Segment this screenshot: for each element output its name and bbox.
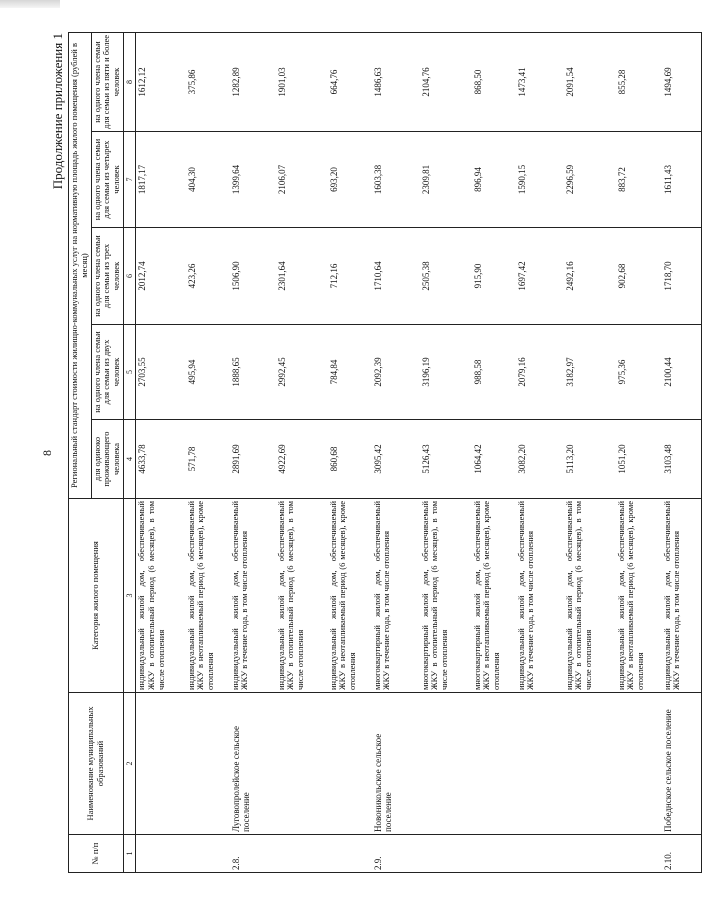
cost-value: 571,78 — [186, 420, 230, 499]
scan-artifact — [0, 0, 60, 8]
colnum: 7 — [123, 132, 135, 228]
cost-value: 896,94 — [472, 132, 516, 228]
cost-value: 664,76 — [328, 32, 372, 131]
header-c8: на одного члена семьи для семьи из пяти и более человек — [91, 32, 123, 131]
colnum: 6 — [123, 228, 135, 325]
cost-value: 1612,12 — [136, 32, 186, 131]
cost-value: 1697,42 — [516, 228, 564, 325]
housing-category: индивидуальный жилой дом, обеспечиваемый ЖКУ в отопительный период (6 месяцев), в том числе отопления — [276, 499, 328, 693]
row-number: 2.8. — [230, 835, 276, 873]
municipality-name — [136, 693, 186, 835]
table-body — [136, 32, 702, 872]
municipality-name — [420, 693, 472, 835]
row-number: 2.9. — [372, 835, 420, 873]
cost-value: 2309,81 — [420, 132, 472, 228]
table-row — [372, 32, 420, 872]
housing-category: индивидуальный жилой дом, обеспечиваемый ЖКУ в течение года, в том числе отопления — [516, 499, 564, 693]
housing-category: многоквартирный жилой дом, обеспечиваемый ЖКУ в течение года, в том числе отопления — [372, 499, 420, 693]
column-number-row — [123, 32, 135, 872]
housing-cost-table — [68, 32, 702, 873]
cost-value: 2301,64 — [276, 228, 328, 325]
cost-value: 3095,42 — [372, 420, 420, 499]
table-row — [186, 32, 230, 872]
cost-value: 868,50 — [472, 32, 516, 131]
municipality-name — [564, 693, 616, 835]
cost-value: 2891,69 — [230, 420, 276, 499]
cost-value: 2079,16 — [516, 325, 564, 420]
header-mo: Наименование муниципальных образований — [69, 693, 124, 835]
cost-value: 988,58 — [472, 325, 516, 420]
cost-value: 1718,70 — [662, 228, 702, 325]
row-number — [136, 835, 186, 873]
cost-value: 1611,43 — [662, 132, 702, 228]
appendix-title: Продолжение приложения 1 — [50, 33, 65, 190]
municipality-name: Луговопролейское сельское поселение — [230, 693, 276, 835]
table-row — [420, 32, 472, 872]
table-row — [616, 32, 662, 872]
row-number — [564, 835, 616, 873]
housing-category: индивидуальный жилой дом, обеспечиваемый ЖКУ в неотапливаемый период (6 месяцев), кроме отопления — [328, 499, 372, 693]
cost-value: 1710,64 — [372, 228, 420, 325]
housing-category: индивидуальный жилой дом, обеспечиваемый ЖКУ в неотапливаемый период (6 месяцев), кроме отопления — [186, 499, 230, 693]
cost-value: 2104,76 — [420, 32, 472, 131]
table-row — [662, 32, 702, 872]
housing-category: многоквартирный жилой дом, обеспечиваемый ЖКУ в неотапливаемый период (6 месяцев), кроме отопления — [472, 499, 516, 693]
row-number — [276, 835, 328, 873]
cost-value: 784,84 — [328, 325, 372, 420]
cost-value: 2703,55 — [136, 325, 186, 420]
cost-value: 1901,03 — [276, 32, 328, 131]
municipality-name: Новоникольское сельское поселение — [372, 693, 420, 835]
header-c7: на одного члена семьи для семьи из четырех человек — [91, 132, 123, 228]
row-number — [516, 835, 564, 873]
table-row — [328, 32, 372, 872]
cost-value: 2092,39 — [372, 325, 420, 420]
cost-value: 860,68 — [328, 420, 372, 499]
colnum: 8 — [123, 32, 135, 131]
header-standard: Региональный стандарт стоимости жилищно-коммунальных услуг на нормативную площадь жилого помещения (рублей в месяц) — [69, 32, 92, 498]
header-c5: на одного члена семьи для семьи из двух человек — [91, 325, 123, 420]
cost-value: 423,26 — [186, 228, 230, 325]
header-c6: на одного члена семьи для семьи из трех человек — [91, 228, 123, 325]
municipality-name — [472, 693, 516, 835]
rotated-content — [40, 33, 682, 873]
cost-value: 855,28 — [616, 32, 662, 131]
municipality-name — [328, 693, 372, 835]
cost-value: 883,72 — [616, 132, 662, 228]
colnum: 2 — [123, 693, 135, 835]
cost-value: 2505,38 — [420, 228, 472, 325]
colnum: 4 — [123, 420, 135, 499]
municipality-name — [276, 693, 328, 835]
housing-category: индивидуальный жилой дом, обеспечиваемый ЖКУ в отопительный период (6 месяцев), в том числе отопления — [564, 499, 616, 693]
cost-value: 975,36 — [616, 325, 662, 420]
cost-value: 2992,45 — [276, 325, 328, 420]
cost-value: 1888,65 — [230, 325, 276, 420]
housing-category: индивидуальный жилой дом, обеспечиваемый ЖКУ в течение года, в том числе отопления — [662, 499, 702, 693]
municipality-name: Победнское сельское поселение — [662, 693, 702, 835]
cost-value: 693,20 — [328, 132, 372, 228]
colnum: 5 — [123, 325, 135, 420]
cost-value: 2100,44 — [662, 325, 702, 420]
cost-value: 1603,38 — [372, 132, 420, 228]
cost-value: 375,86 — [186, 32, 230, 131]
cost-value: 1473,41 — [516, 32, 564, 131]
municipality-name — [186, 693, 230, 835]
cost-value: 902,68 — [616, 228, 662, 325]
row-number — [186, 835, 230, 873]
row-number — [616, 835, 662, 873]
table-row — [276, 32, 328, 872]
cost-value: 3196,19 — [420, 325, 472, 420]
table-row — [136, 32, 186, 872]
colnum: 1 — [123, 835, 135, 873]
cost-value: 1817,17 — [136, 132, 186, 228]
cost-value: 5113,20 — [564, 420, 616, 499]
table-row — [564, 32, 616, 872]
cost-value: 3082,20 — [516, 420, 564, 499]
cost-value: 2106,07 — [276, 132, 328, 228]
table-row — [230, 32, 276, 872]
cost-value: 1590,15 — [516, 132, 564, 228]
cost-value: 1506,90 — [230, 228, 276, 325]
municipality-name — [516, 693, 564, 835]
cost-value: 1282,89 — [230, 32, 276, 131]
table-row — [472, 32, 516, 872]
row-number — [472, 835, 516, 873]
cost-value: 1494,69 — [662, 32, 702, 131]
housing-category: индивидуальный жилой дом, обеспечиваемый ЖКУ в течение года, в том числе отопления — [230, 499, 276, 693]
table-row — [516, 32, 564, 872]
cost-value: 4922,69 — [276, 420, 328, 499]
cost-value: 1486,63 — [372, 32, 420, 131]
cost-value: 1399,64 — [230, 132, 276, 228]
cost-value: 915,90 — [472, 228, 516, 325]
cost-value: 712,16 — [328, 228, 372, 325]
header-row-1 — [69, 32, 92, 872]
header-n: № п/п — [69, 835, 124, 873]
page-number: 8 — [40, 450, 54, 456]
municipality-name — [616, 693, 662, 835]
cost-value: 2091,54 — [564, 32, 616, 131]
header-c4: для одиноко проживающего человека — [91, 420, 123, 499]
colnum: 3 — [123, 499, 135, 693]
housing-category: многоквартирный жилой дом, обеспечиваемый ЖКУ в отопительный период (6 месяцев), в том числе отопления — [420, 499, 472, 693]
cost-value: 2492,16 — [564, 228, 616, 325]
cost-value: 2012,74 — [136, 228, 186, 325]
cost-value: 1064,42 — [472, 420, 516, 499]
row-number — [420, 835, 472, 873]
row-number — [328, 835, 372, 873]
cost-value: 3103,48 — [662, 420, 702, 499]
cost-value: 495,94 — [186, 325, 230, 420]
cost-value: 1051,20 — [616, 420, 662, 499]
cost-value: 4633,78 — [136, 420, 186, 499]
header-category: Категория жилого помещения — [69, 499, 124, 693]
cost-value: 2296,59 — [564, 132, 616, 228]
cost-value: 404,30 — [186, 132, 230, 228]
housing-category: индивидуальный жилой дом, обеспечиваемый ЖКУ в неотапливаемый период (6 месяцев), кроме отопления — [616, 499, 662, 693]
row-number: 2.10. — [662, 835, 702, 873]
housing-category: индивидуальный жилой дом, обеспечиваемый ЖКУ в отопительный период (6 месяцев), в том числе отопления — [136, 499, 186, 693]
cost-value: 3182,97 — [564, 325, 616, 420]
cost-value: 5126,43 — [420, 420, 472, 499]
